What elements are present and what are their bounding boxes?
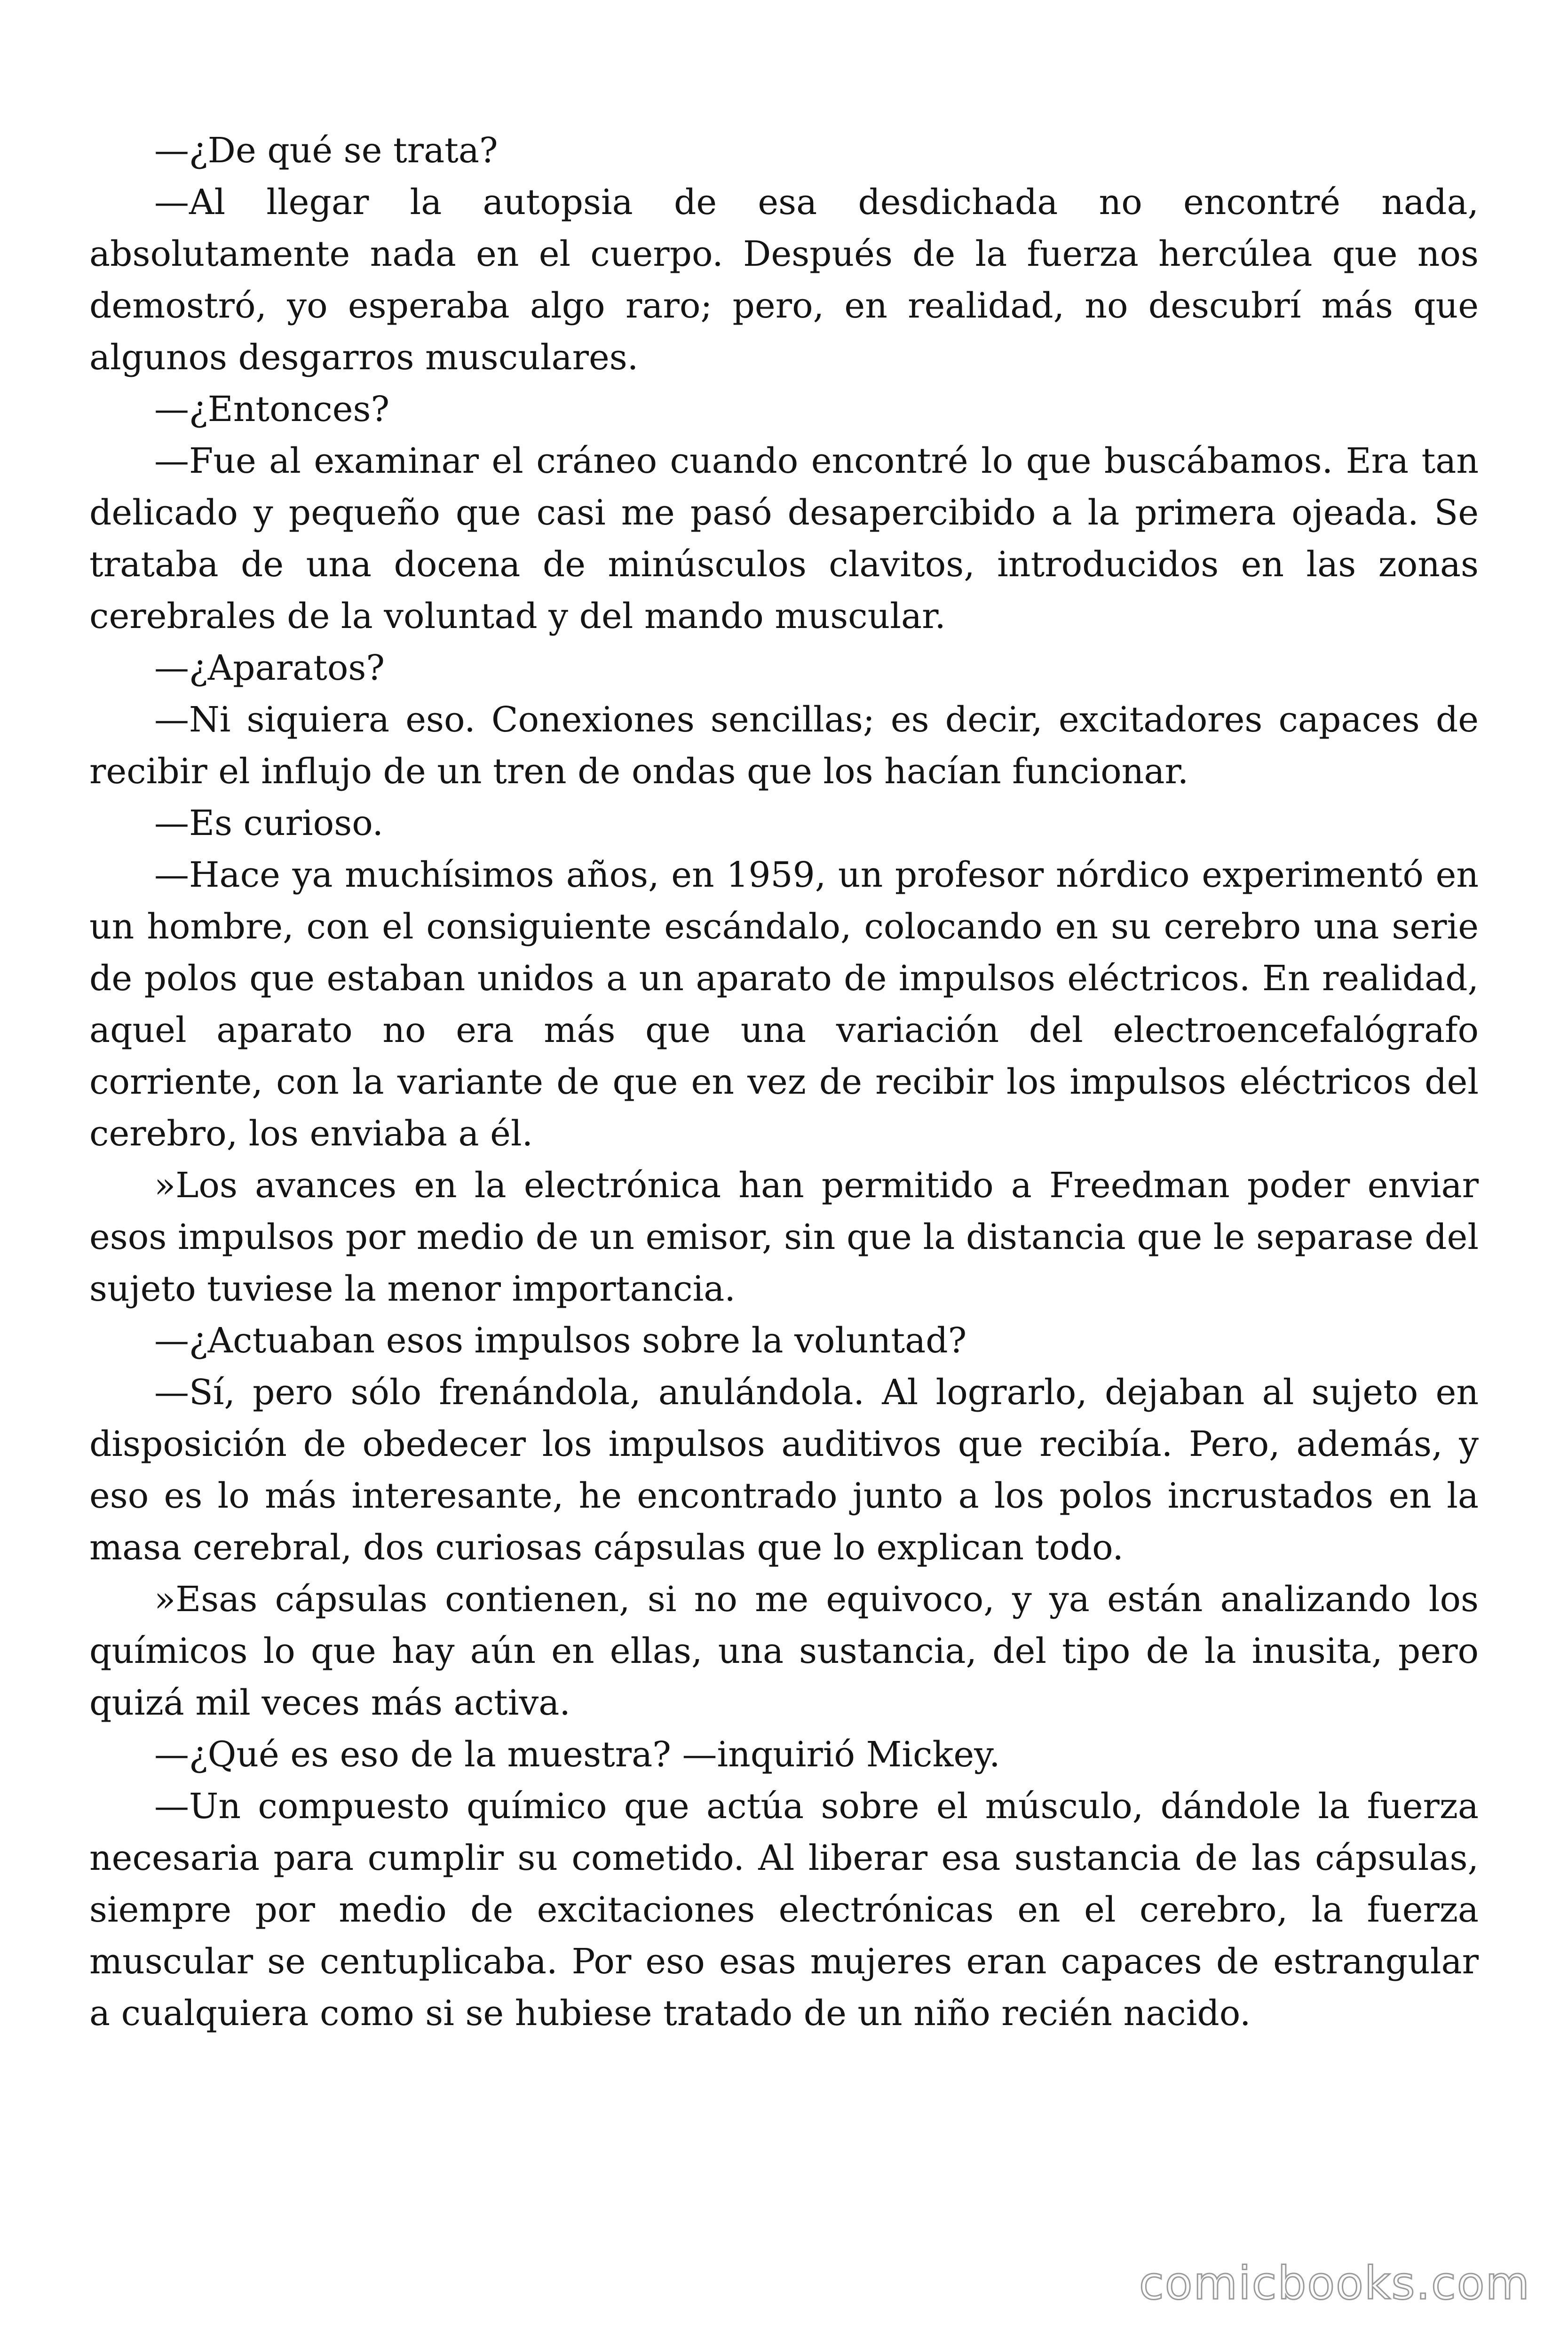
paragraph: »Los avances en la electrónica han permitido a Freedman poder enviar esos impulsos por medio de un emisor, sin que la distancia que le separase del sujeto tuviese la menor importancia. [89, 1165, 1479, 1309]
paragraph: —¿Actuaban esos impulsos sobre la voluntad? [154, 1320, 967, 1361]
paragraph: »Esas cápsulas contienen, si no me equivoco, y ya están analizando los químicos lo que hay aún en ellas, una sustancia, del tipo de la inusita, pero quizá mil veces más activa. [89, 1579, 1479, 1723]
watermark: comicbooks.com [1139, 2257, 1530, 2310]
paragraph: —Un compuesto químico que actúa sobre el músculo, dándole la fuerza necesaria para cumplir su cometido. Al liberar esa sustancia de las cápsulas, siempre por medio de excitaciones electrónicas en el cerebro, la fuerza muscular se centuplicaba. Por eso esas mujeres eran capaces de estrangular a cualquiera como si se hubiese tratado de un niño recién nacido. [89, 1786, 1479, 2034]
paragraph: —Es curioso. [154, 803, 383, 843]
paragraph: —Al llegar la autopsia de esa desdichada no encontré nada, absolutamente nada en el cuerpo. Después de la fuerza hercúlea que nos demostró, yo esperaba algo raro; pero, en realidad, no descubrí más que algunos desgarros musculares. [89, 182, 1479, 378]
paragraph: —¿De qué se trata? [154, 130, 498, 171]
paragraph: —Hace ya muchísimos años, en 1959, un profesor nórdico experimentó en un hombre, con el consiguiente escándalo, colocando en su cerebro una serie de polos que estaban unidos a un aparato de impulsos eléctricos. En realidad, aquel aparato no era más que una variación del electroencefalógrafo corriente, con la variante de que en vez de recibir los impulsos eléctricos del cerebro, los enviaba a él. [89, 855, 1479, 1154]
paragraph: —Fue al examinar el cráneo cuando encontré lo que buscábamos. Era tan delicado y pequeño que casi me pasó desapercibido a la primera ojeada. Se trataba de una docena de minúsculos clavitos, introducidos en las zonas cerebrales de la voluntad y del mando muscular. [89, 441, 1479, 636]
paragraph: —Ni siquiera eso. Conexiones sencillas; es decir, excitadores capaces de recibir el influjo de un tren de ondas que los hacían funcionar. [89, 699, 1479, 792]
paragraph: —Sí, pero sólo frenándola, anulándola. Al lograrlo, dejaban al sujeto en disposición de obedecer los impulsos auditivos que recibía. Pero, además, y eso es lo más interesante, he encontrado junto a los polos incrustados en la masa cerebral, dos curiosas cápsulas que lo explican todo. [89, 1372, 1479, 1568]
body-text [89, 125, 1479, 2039]
paragraph: —¿Aparatos? [154, 648, 385, 688]
paragraph: —¿Entonces? [154, 389, 390, 429]
paragraph: —¿Qué es eso de la muestra? —inquirió Mickey. [154, 1734, 1000, 1775]
